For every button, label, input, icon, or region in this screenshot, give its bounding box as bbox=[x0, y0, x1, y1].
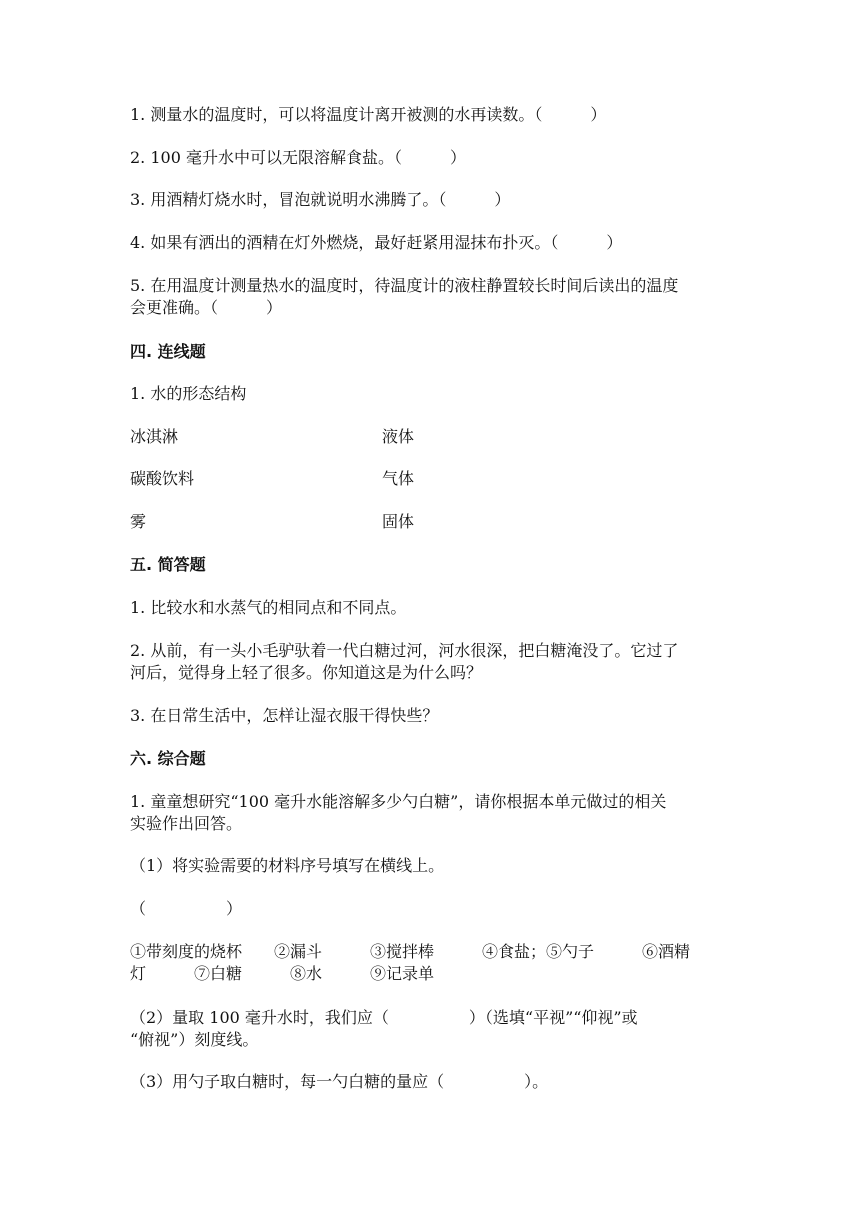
matching-left-item: 冰淇淋 bbox=[130, 427, 179, 446]
sub-question-2-line-2: “俯视”）刻度线。 bbox=[130, 1030, 259, 1049]
comprehensive-question-1-line-2: 实验作出回答。 bbox=[130, 814, 243, 833]
matching-question-title: 1. 水的形态结构 bbox=[130, 384, 247, 403]
short-answer-question-1: 1. 比较水和水蒸气的相同点和不同点。 bbox=[130, 598, 407, 617]
judgement-question-1: 1. 测量水的温度时，可以将温度计离开被测的水再读数。（ ） bbox=[130, 105, 607, 124]
sub-question-1: （1）将实验需要的材料序号填写在横线上。 bbox=[130, 856, 445, 875]
judgement-question-4: 4. 如果有洒出的酒精在灯外燃烧，最好赶紧用湿抹布扑灭。（ ） bbox=[130, 233, 623, 252]
sub-question-3: （3）用勺子取白糖时，每一勺白糖的量应（ ）。 bbox=[130, 1072, 549, 1091]
judgement-question-3: 3. 用酒精灯烧水时，冒泡就说明水沸腾了。（ ） bbox=[130, 190, 511, 209]
matching-left-item: 雾 bbox=[130, 512, 147, 531]
matching-right-item: 固体 bbox=[382, 512, 415, 531]
materials-list-line-2: 灯 ⑦白糖 ⑧水 ⑨记录单 bbox=[130, 964, 435, 983]
judgement-question-5-line-1: 5. 在用温度计测量热水的温度时，待温度计的液柱静置较长时间后读出的温度 bbox=[130, 276, 679, 295]
judgement-question-5-line-2: 会更准确。（ ） bbox=[130, 298, 283, 317]
sub-question-2-line-1: （2）量取 100 毫升水时，我们应（ ）（选填“平视”“仰视”或 bbox=[130, 1008, 638, 1027]
section-heading-comprehensive: 六. 综合题 bbox=[130, 749, 206, 768]
sub-question-1-answer-blank: （ ） bbox=[130, 899, 243, 918]
comprehensive-question-1-line-1: 1. 童童想研究“100 毫升水能溶解多少勺白糖”，请你根据本单元做过的相关 bbox=[130, 792, 667, 811]
matching-left-item: 碳酸饮料 bbox=[130, 469, 195, 488]
matching-right-item: 液体 bbox=[382, 427, 415, 446]
materials-list-line-1: ①带刻度的烧杯 ②漏斗 ③搅拌棒 ④食盐；⑤勺子 ⑥酒精 bbox=[130, 942, 691, 961]
short-answer-question-2-line-2: 河后，觉得身上轻了很多。你知道这是为什么吗？ bbox=[130, 663, 483, 682]
section-heading-matching: 四. 连线题 bbox=[130, 342, 206, 361]
short-answer-question-2-line-1: 2. 从前，有一头小毛驴驮着一代白糖过河，河水很深，把白糖淹没了。它过了 bbox=[130, 641, 679, 660]
judgement-question-2: 2. 100 毫升水中可以无限溶解食盐。（ ） bbox=[130, 148, 466, 167]
matching-right-item: 气体 bbox=[382, 469, 415, 488]
short-answer-question-3: 3. 在日常生活中，怎样让湿衣服干得快些？ bbox=[130, 706, 439, 725]
section-heading-short-answer: 五. 简答题 bbox=[130, 555, 206, 574]
